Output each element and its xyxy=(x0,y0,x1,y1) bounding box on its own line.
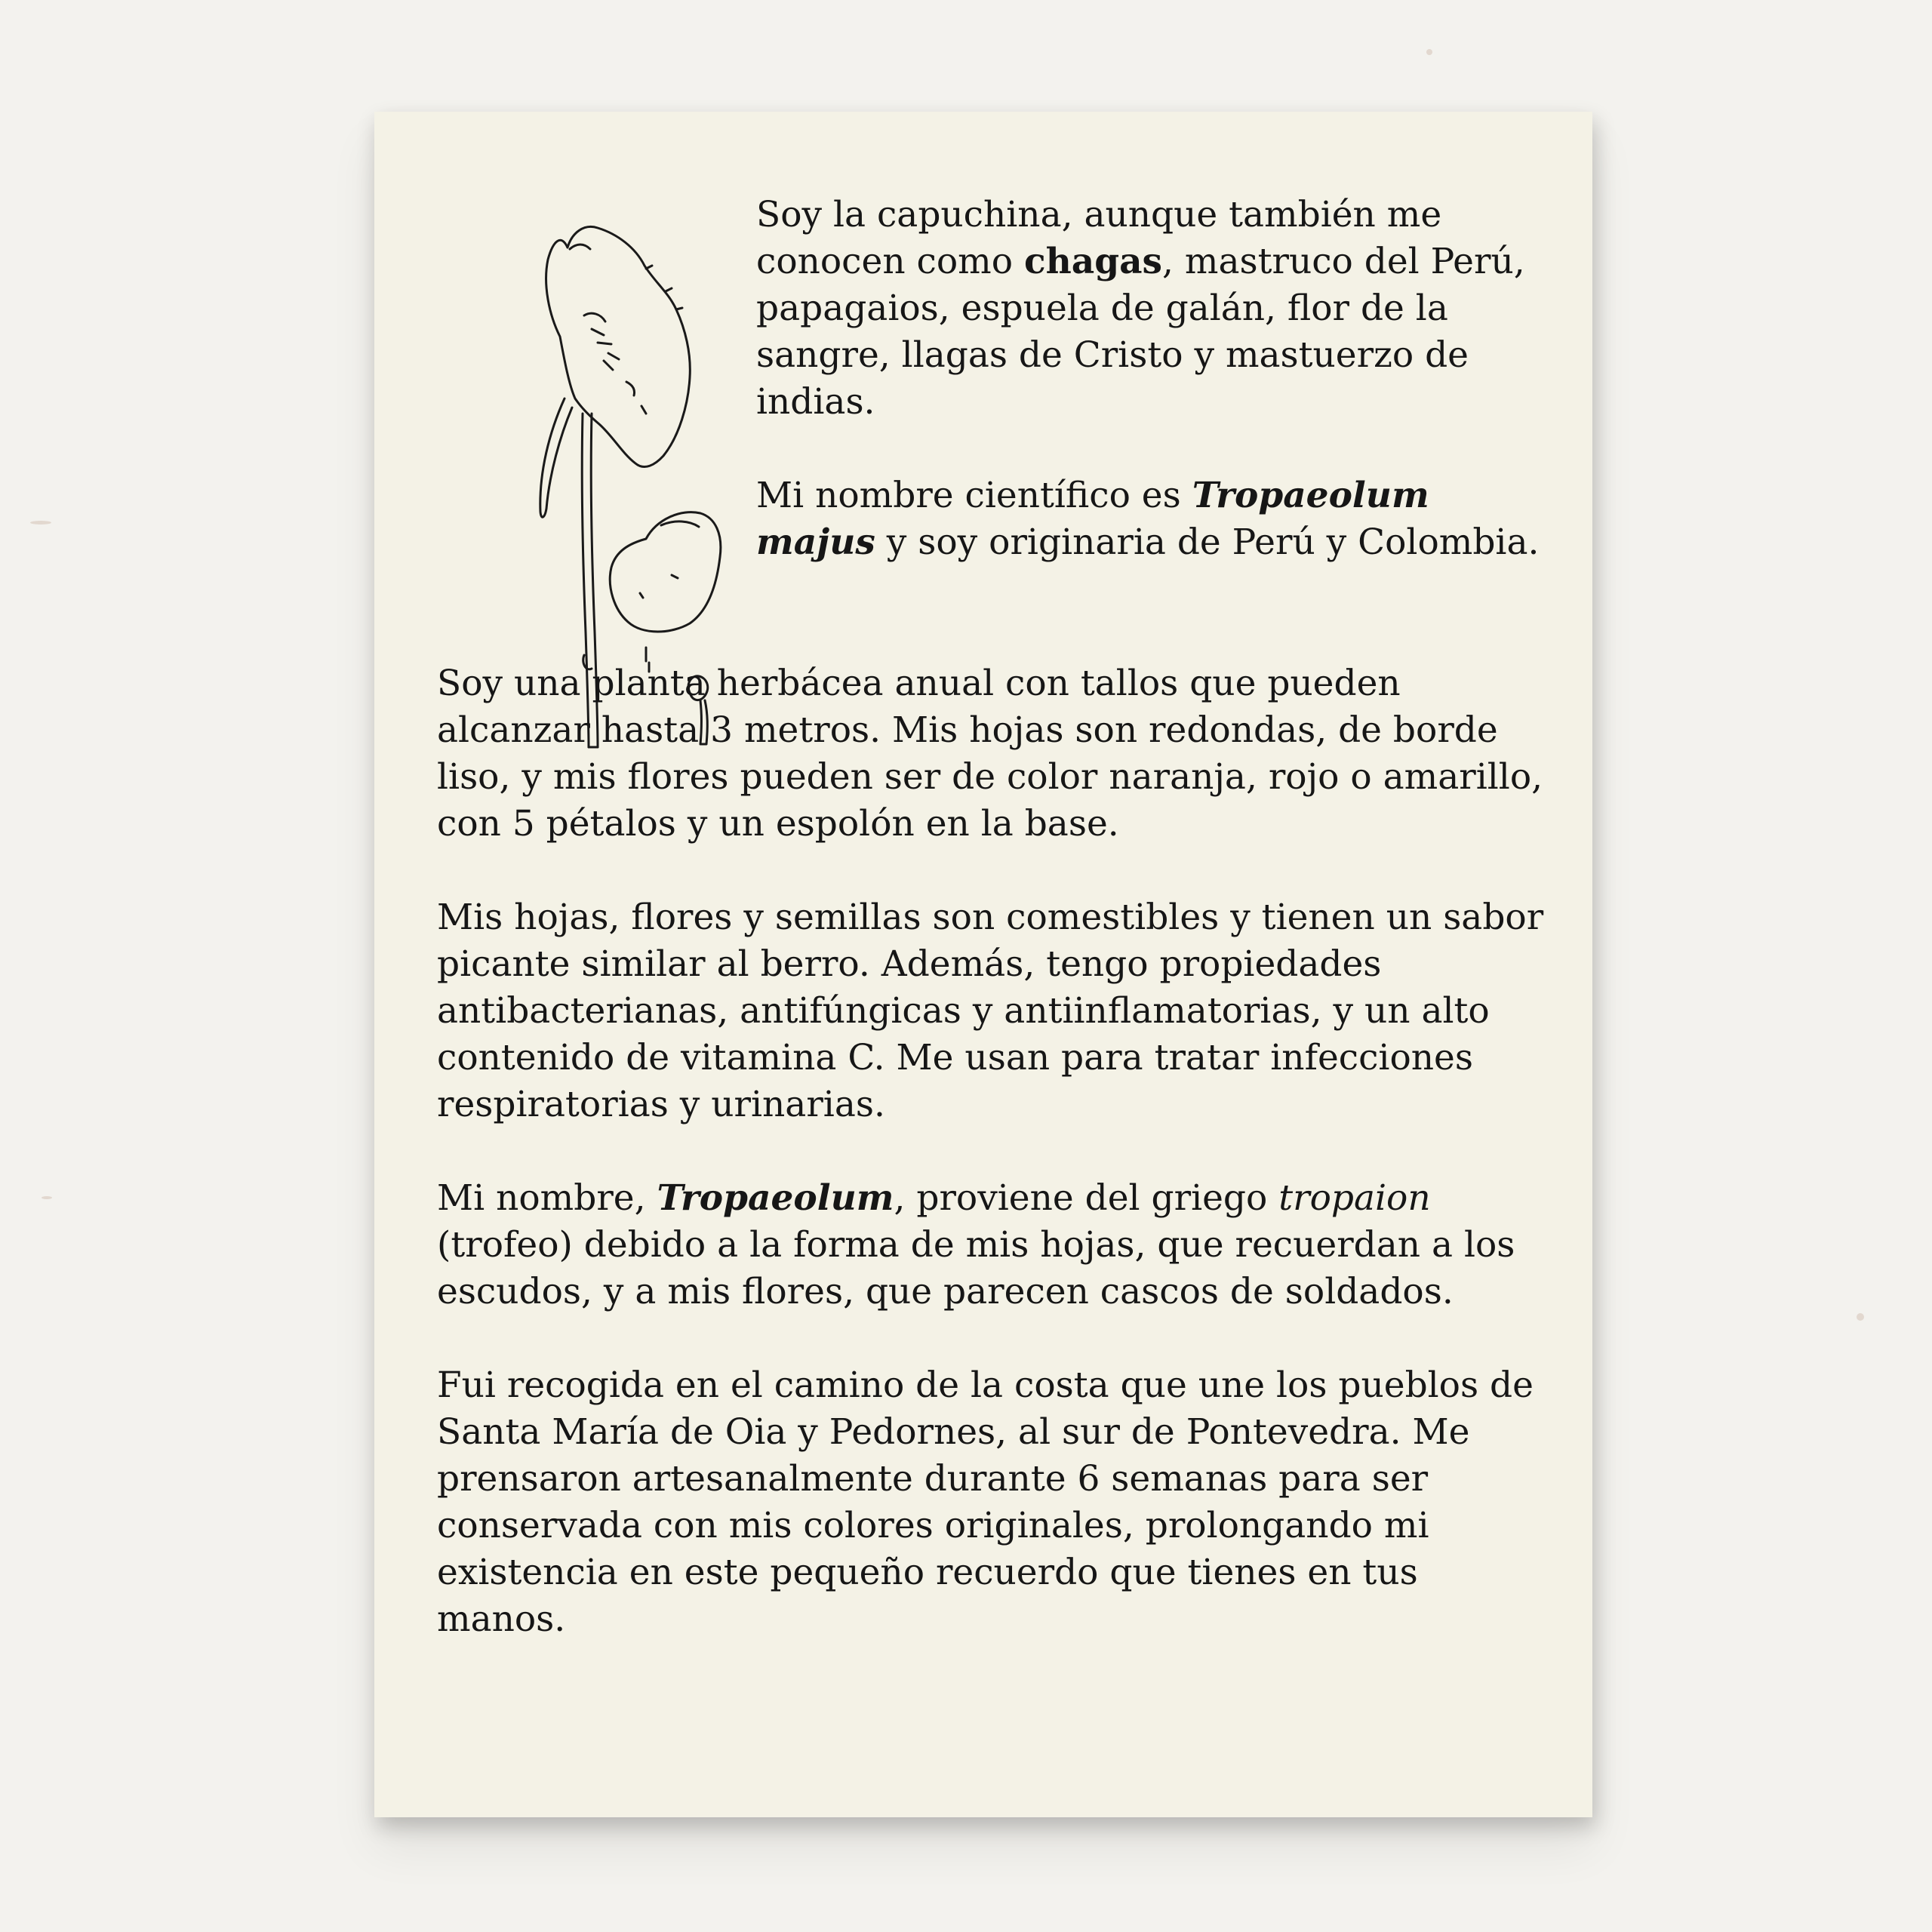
info-card xyxy=(374,112,1592,1817)
common-names-lead: Soy la capuchina, aunque también me conocen como xyxy=(756,194,1442,282)
background-speck xyxy=(1857,1313,1864,1321)
scientific-name: Tropaeolum majus xyxy=(756,475,1429,563)
paragraph-uses: Mis hojas, flores y semillas son comestibles y tienen un sabor picante similar al berro. Además, tengo propiedades antibacterianas, antifúngicas y antiinflamatorias, y un alto contenido de vitamina C. Me usan para tratar infecciones respiratorias y urinarias. xyxy=(437,897,1544,1125)
genus-name: Tropaeolum xyxy=(657,1177,894,1219)
intro-paragraph-common-names xyxy=(756,192,1556,426)
intro-paragraph-scientific-name xyxy=(756,472,1556,566)
paragraph-gap xyxy=(437,1315,1546,1362)
etymology-lead: Mi nombre, xyxy=(437,1177,657,1219)
paragraph-gap xyxy=(756,426,1556,472)
etymology-mid: , proviene del griego xyxy=(894,1177,1279,1219)
paragraph-description: Soy una planta herbácea anual con tallos que pueden alcanzar hasta 3 metros. Mis hojas son redondas, de borde liso, y mis flores pueden ser de color naranja, rojo o amarillo, con 5 pétalos y un espolón en la base. xyxy=(437,663,1543,844)
scientific-name-rest: y soy originaria de Perú y Colombia. xyxy=(875,521,1540,563)
common-name-chagas: chagas xyxy=(1023,241,1162,282)
paragraph-gap xyxy=(437,1128,1546,1175)
greek-word: tropaion xyxy=(1278,1177,1431,1219)
etymology-rest: (trofeo) debido a la forma de mis hojas, que recuerdan a los escudos, y a mis flores, que parecen cascos de soldados. xyxy=(437,1224,1515,1312)
paragraph-gap xyxy=(437,848,1546,894)
background-speck xyxy=(42,1196,52,1199)
common-names-rest: , mastruco del Perú, papagaios, espuela de galán, flor de la sangre, llagas de Cristo y mastuerzo de indias. xyxy=(756,241,1525,423)
scientific-name-lead: Mi nombre científico es xyxy=(756,475,1192,516)
background-speck xyxy=(30,521,51,525)
body-text xyxy=(437,660,1546,1643)
background-speck xyxy=(1426,49,1432,55)
paragraph-etymology xyxy=(437,1175,1546,1315)
paragraph-origin: Fui recogida en el camino de la costa que une los pueblos de Santa María de Oia y Pedornes, al sur de Pontevedra. Me prensaron artesanalmente durante 6 semanas para ser conservada con mis colores originales, prolongando mi existencia en este pequeño recuerdo que tienes en tus manos. xyxy=(437,1364,1534,1640)
intro-text xyxy=(756,192,1556,566)
